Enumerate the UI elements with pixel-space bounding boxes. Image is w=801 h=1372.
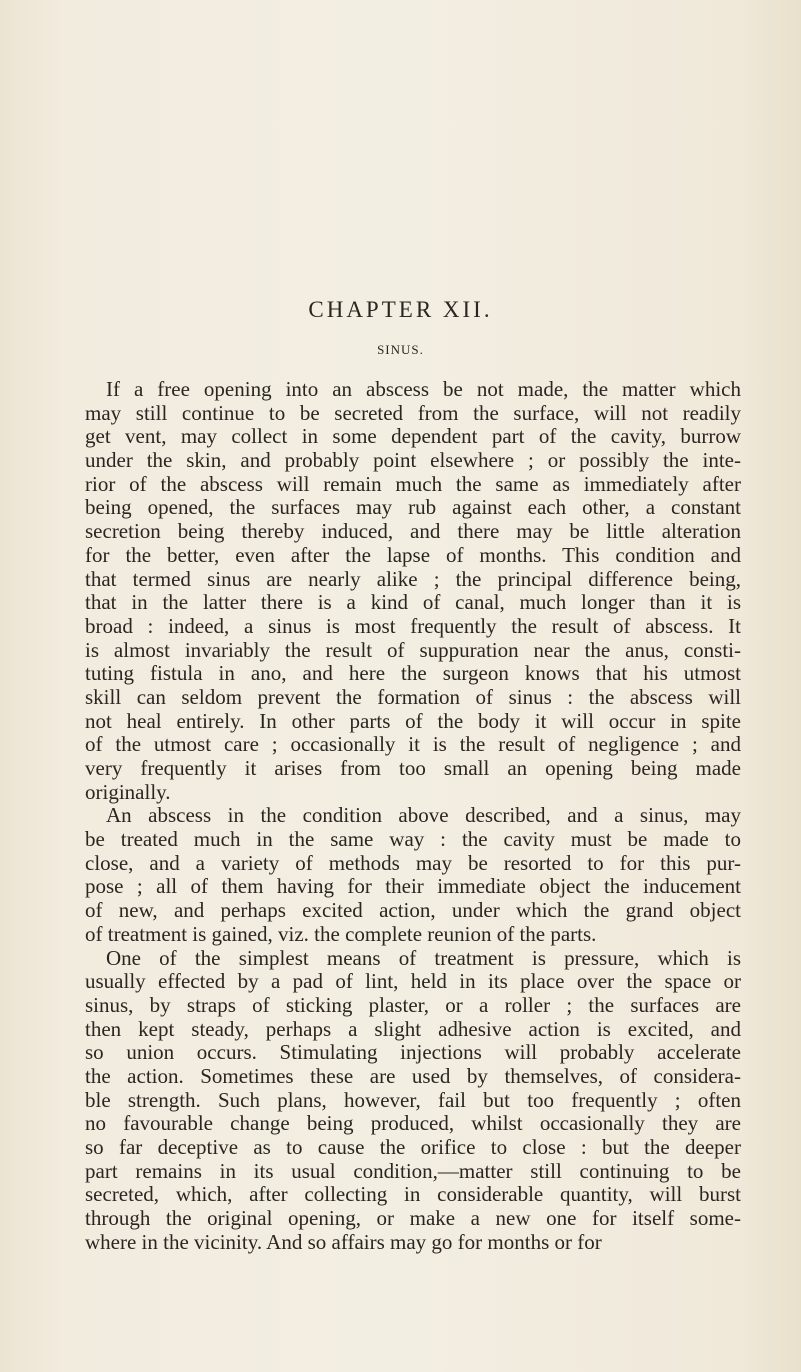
text-line: under the skin, and probably point elsewhere ; or possibly the inte- <box>85 448 741 473</box>
text-line: One of the simplest means of treatment is pressure, which is <box>106 945 741 970</box>
text-line: where in the vicinity. And so affairs may go for months or for <box>85 1229 602 1254</box>
text-line: close, and a variety of methods may be resorted to for this pur- <box>85 850 741 875</box>
text-line: of new, and perhaps excited action, under which the grand object <box>85 898 741 923</box>
text-line: so far deceptive as to cause the orifice to close : but the deeper <box>85 1135 741 1159</box>
text-line: no favourable change being produced, whilst occasionally they are <box>85 1111 741 1136</box>
text-line: skill can seldom prevent the formation of sinus : the abscess will <box>85 684 741 709</box>
text-line: tuting fistula in ano, and here the surgeon knows that his utmost <box>85 661 741 686</box>
text-line: very frequently it arises from too small an opening being made <box>85 756 741 780</box>
text-line: secretion being thereby induced, and there may be little alteration <box>85 519 741 544</box>
text-line: for the better, even after the lapse of months. This condition and <box>85 542 741 567</box>
text-line: usually effected by a pad of lint, held in its place over the space or <box>85 969 741 994</box>
text-line: then kept steady, perhaps a slight adhesive action is excited, and <box>85 1016 741 1041</box>
text-line: of the utmost care ; occasionally it is the result of negligence ; and <box>85 732 741 757</box>
paragraph <box>85 378 741 804</box>
body-text <box>85 378 741 1254</box>
text-line: the action. Sometimes these are used by themselves, of considera- <box>85 1063 741 1088</box>
text-line: be treated much in the same way : the cavity must be made to <box>85 827 741 852</box>
text-line: of treatment is gained, viz. the complete reunion of the parts. <box>85 921 597 946</box>
text-line: pose ; all of them having for their immediate object the inducement <box>85 874 741 899</box>
text-line: is almost invariably the result of suppuration near the anus, consti- <box>85 637 741 662</box>
text-line: get vent, may collect in some dependent part of the cavity, burrow <box>85 424 741 449</box>
text-line: secreted, which, after collecting in considerable quantity, will burst <box>85 1182 741 1207</box>
text-line: that termed sinus are nearly alike ; the principal difference being, <box>85 566 741 591</box>
text-line: An abscess in the condition above described, and a sinus, may <box>106 803 741 828</box>
text-line: rior of the abscess will remain much the same as immediately after <box>85 471 741 496</box>
text-line: originally. <box>85 779 171 804</box>
section-title: SINUS. <box>377 342 424 357</box>
text-line: If a free opening into an abscess be not made, the matter which <box>106 377 741 401</box>
chapter-title: CHAPTER XII. <box>308 297 493 322</box>
text-line: ble strength. Such plans, however, fail but too frequently ; often <box>85 1087 741 1112</box>
paragraph <box>85 947 741 1255</box>
text-line: sinus, by straps of sticking plaster, or a roller ; the surfaces are <box>85 992 741 1017</box>
text-line: that in the latter there is a kind of canal, much longer than it is <box>85 590 741 615</box>
text-line: broad : indeed, a sinus is most frequently the result of abscess. It <box>85 613 741 638</box>
text-line: may still continue to be secreted from the surface, will not readily <box>85 400 741 425</box>
text-line: so union occurs. Stimulating injections will probably accelerate <box>85 1040 741 1065</box>
text-line: being opened, the surfaces may rub against each other, a constant <box>85 495 741 520</box>
paragraph <box>85 804 741 946</box>
text-line: through the original opening, or make a new one for itself some- <box>85 1206 741 1231</box>
text-line: not heal entirely. In other parts of the body it will occur in spite <box>85 708 741 733</box>
text-line: part remains in its usual condition,—matter still continuing to be <box>85 1158 741 1183</box>
